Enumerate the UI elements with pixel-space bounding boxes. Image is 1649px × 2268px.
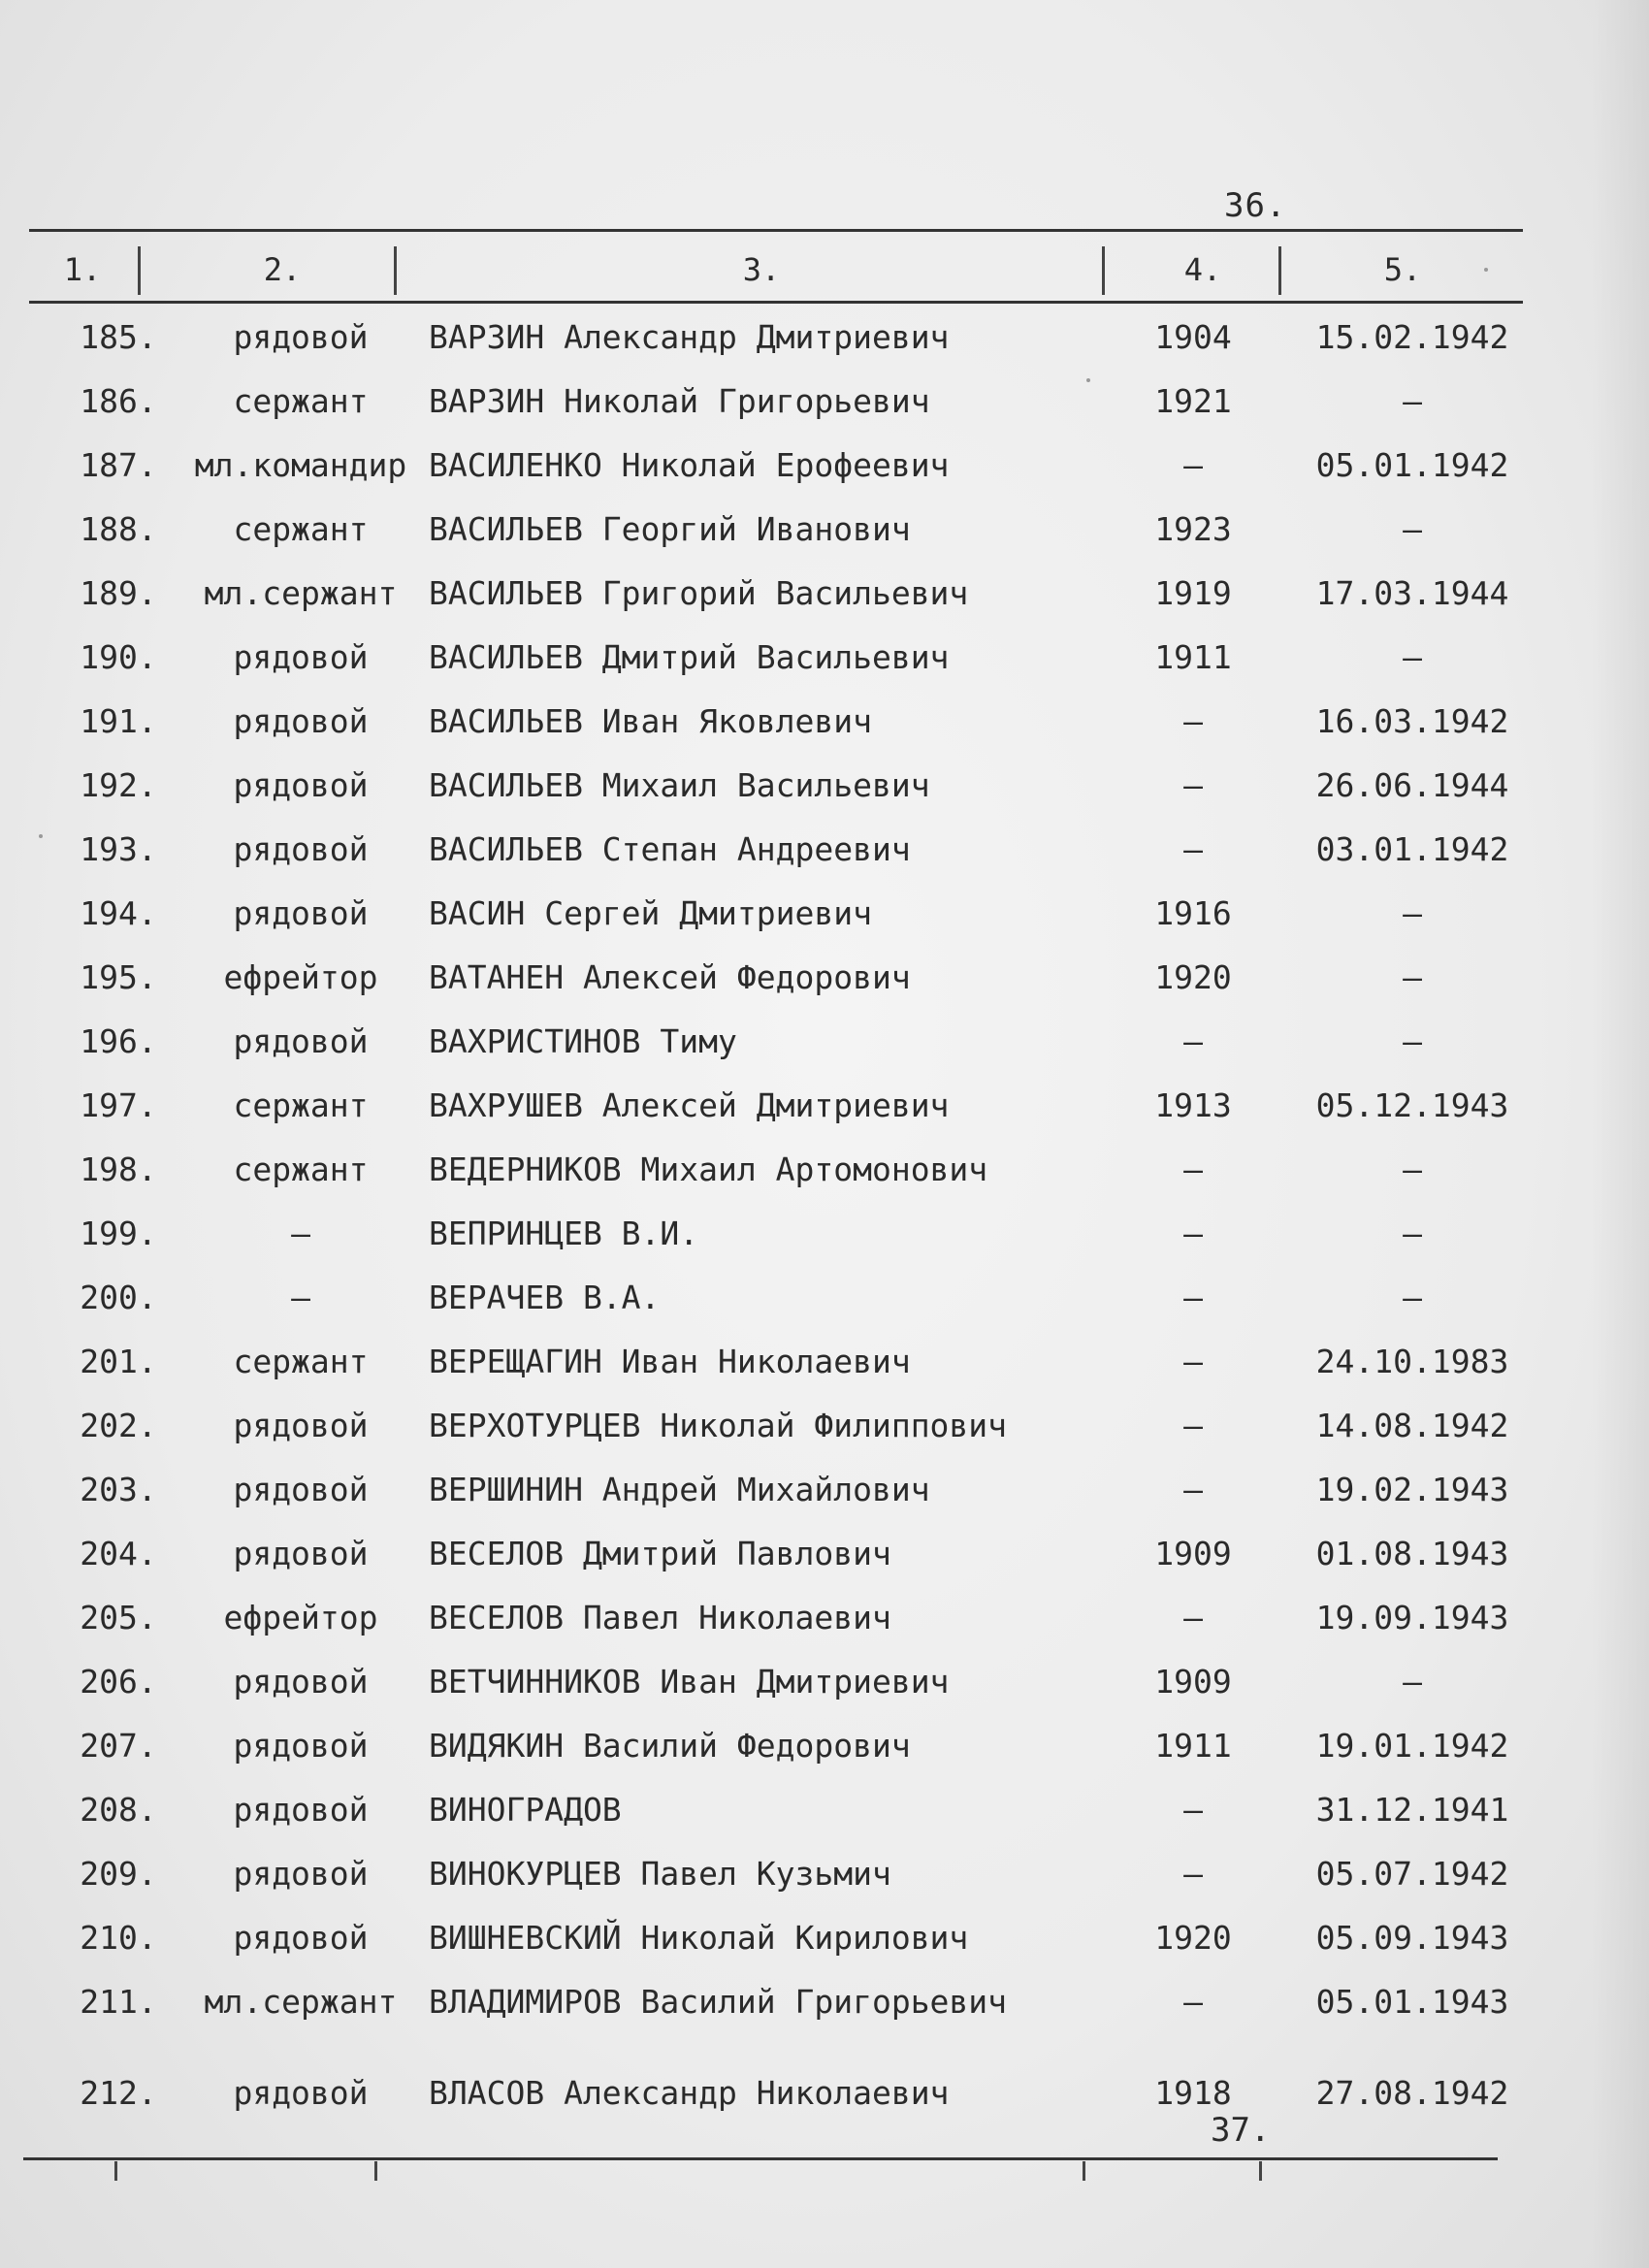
table-row <box>0 1013 1649 1071</box>
row-number: 192. <box>80 766 157 804</box>
row-date: 01.08.1943 <box>1315 1535 1509 1572</box>
row-number: 194. <box>80 894 157 932</box>
row-date: 15.02.1942 <box>1315 318 1509 356</box>
row-rank: рядовой <box>233 1791 369 1829</box>
row-name: ВИШНЕВСКИЙ Николай Кирилович <box>429 1919 969 1957</box>
row-rank: ефрейтор <box>223 1599 378 1636</box>
header-col-5: 5. <box>1383 251 1422 288</box>
header-bottom-rule <box>29 301 1523 304</box>
row-name: ВАСИЛЬЕВ Григорий Васильевич <box>429 574 969 612</box>
row-date: – <box>1403 510 1422 548</box>
table-row <box>0 501 1649 559</box>
row-rank: рядовой <box>233 894 369 932</box>
row-number: 189. <box>80 574 157 612</box>
header-col-1: 1. <box>63 251 102 288</box>
row-name: ВИДЯКИН Василий Федорович <box>429 1727 911 1765</box>
header-separator <box>1278 246 1281 295</box>
row-rank: мл.сержант <box>204 1983 398 2021</box>
table-row <box>0 1397 1649 1455</box>
row-date: 19.02.1943 <box>1315 1471 1509 1508</box>
row-date: 19.01.1942 <box>1315 1727 1509 1765</box>
row-birth-year: – <box>1183 702 1203 740</box>
row-rank: рядовой <box>233 318 369 356</box>
row-date: 26.06.1944 <box>1315 766 1509 804</box>
row-name: ВАСИЛЬЕВ Дмитрий Васильевич <box>429 638 950 676</box>
row-date: – <box>1403 638 1422 676</box>
row-number: 195. <box>80 958 157 996</box>
row-number: 185. <box>80 318 157 356</box>
row-rank: рядовой <box>233 1855 369 1893</box>
row-rank: рядовой <box>233 1471 369 1508</box>
row-name: ВЕСЕЛОВ Дмитрий Павлович <box>429 1535 891 1572</box>
table-row <box>0 629 1649 687</box>
table-top-rule <box>29 229 1523 232</box>
row-name: ВЕРШИНИН Андрей Михайлович <box>429 1471 930 1508</box>
table-header <box>29 241 1523 301</box>
row-name: ВИНОГРАДОВ <box>429 1791 622 1829</box>
table-row <box>0 1781 1649 1839</box>
row-birth-year: 1920 <box>1154 958 1232 996</box>
row-date: – <box>1403 1150 1422 1188</box>
row-rank: рядовой <box>233 1022 369 1060</box>
row-number: 210. <box>80 1919 157 1957</box>
row-name: ВЛАСОВ Александр Николаевич <box>429 2074 950 2112</box>
row-number: 187. <box>80 446 157 484</box>
row-rank: ефрейтор <box>223 958 378 996</box>
row-rank: рядовой <box>233 1663 369 1701</box>
row-date: 19.09.1943 <box>1315 1599 1509 1636</box>
scan-speck <box>39 834 43 838</box>
table-row <box>0 693 1649 751</box>
header-separator <box>1102 246 1105 295</box>
row-name: ВЕДЕРНИКОВ Михаил Артомонович <box>429 1150 988 1188</box>
row-name: ВЕРХОТУРЦЕВ Николай Филиппович <box>429 1407 1008 1444</box>
table-row <box>0 1333 1649 1391</box>
row-number: 205. <box>80 1599 157 1636</box>
table-row <box>0 2064 1649 2122</box>
row-birth-year: 1920 <box>1154 1919 1232 1957</box>
table-row <box>0 308 1649 367</box>
row-birth-year: 1904 <box>1154 318 1232 356</box>
row-name: ВЕРАЧЕВ В.А. <box>429 1279 661 1316</box>
row-rank: мл.командир <box>194 446 407 484</box>
row-name: ВЕСЕЛОВ Павел Николаевич <box>429 1599 891 1636</box>
header-col-2: 2. <box>263 251 302 288</box>
row-number: 211. <box>80 1983 157 2021</box>
row-birth-year: – <box>1183 1343 1203 1380</box>
row-rank: рядовой <box>233 1727 369 1765</box>
row-rank: рядовой <box>233 1407 369 1444</box>
row-birth-year: – <box>1183 446 1203 484</box>
bottom-page-number: 37. <box>1211 2111 1271 2150</box>
header-col-4: 4. <box>1183 251 1222 288</box>
row-date: 05.12.1943 <box>1315 1086 1509 1124</box>
table-row <box>0 757 1649 815</box>
row-number: 193. <box>80 830 157 868</box>
row-date: 24.10.1983 <box>1315 1343 1509 1380</box>
row-birth-year: 1921 <box>1154 382 1232 420</box>
scan-speck <box>1484 268 1488 272</box>
row-rank: – <box>291 1215 310 1252</box>
top-page-number: 36. <box>1224 186 1287 225</box>
row-birth-year: – <box>1183 1791 1203 1829</box>
row-rank: рядовой <box>233 1919 369 1957</box>
row-name: ВЕРЕЩАГИН Иван Николаевич <box>429 1343 911 1380</box>
table-row <box>0 1845 1649 1903</box>
table-row <box>0 949 1649 1007</box>
table-row <box>0 1461 1649 1519</box>
row-number: 204. <box>80 1535 157 1572</box>
row-number: 199. <box>80 1215 157 1252</box>
row-number: 202. <box>80 1407 157 1444</box>
row-date: – <box>1403 1663 1422 1701</box>
row-date: 05.07.1942 <box>1315 1855 1509 1893</box>
row-number: 198. <box>80 1150 157 1188</box>
row-birth-year: 1911 <box>1154 638 1232 676</box>
table-row <box>0 565 1649 623</box>
row-name: ВИНОКУРЦЕВ Павел Кузьмич <box>429 1855 891 1893</box>
row-birth-year: – <box>1183 1855 1203 1893</box>
column-tick <box>1083 2161 1085 2181</box>
row-number: 188. <box>80 510 157 548</box>
row-rank: рядовой <box>233 766 369 804</box>
row-number: 208. <box>80 1791 157 1829</box>
row-birth-year: – <box>1183 1983 1203 2021</box>
row-number: 190. <box>80 638 157 676</box>
row-name: ВАРЗИН Александр Дмитриевич <box>429 318 950 356</box>
row-name: ВАСИЛЕНКО Николай Ерофеевич <box>429 446 950 484</box>
row-name: ВЕПРИНЦЕВ В.И. <box>429 1215 699 1252</box>
row-number: 201. <box>80 1343 157 1380</box>
table-row <box>0 1141 1649 1199</box>
row-date: – <box>1403 1215 1422 1252</box>
row-number: 209. <box>80 1855 157 1893</box>
header-col-3: 3. <box>742 251 781 288</box>
table-row <box>0 821 1649 879</box>
row-rank: рядовой <box>233 638 369 676</box>
row-rank: мл.сержант <box>204 574 398 612</box>
table-row <box>0 885 1649 943</box>
row-number: 207. <box>80 1727 157 1765</box>
row-birth-year: 1911 <box>1154 1727 1232 1765</box>
row-name: ВАСИЛЬЕВ Георгий Иванович <box>429 510 911 548</box>
row-date: – <box>1403 382 1422 420</box>
row-date: 27.08.1942 <box>1315 2074 1509 2112</box>
row-birth-year: 1913 <box>1154 1086 1232 1124</box>
row-date: 14.08.1942 <box>1315 1407 1509 1444</box>
row-date: – <box>1403 1022 1422 1060</box>
row-number: 212. <box>80 2074 157 2112</box>
table-row <box>0 1717 1649 1775</box>
table-bottom-rule <box>23 2157 1498 2160</box>
row-birth-year: – <box>1183 1471 1203 1508</box>
scan-speck <box>1086 378 1090 382</box>
row-rank: рядовой <box>233 830 369 868</box>
row-number: 203. <box>80 1471 157 1508</box>
row-birth-year: 1919 <box>1154 574 1232 612</box>
row-rank: рядовой <box>233 702 369 740</box>
table-row <box>0 437 1649 495</box>
row-rank: сержант <box>233 1150 369 1188</box>
row-number: 186. <box>80 382 157 420</box>
table-row <box>0 373 1649 431</box>
row-rank: сержант <box>233 1086 369 1124</box>
table-row <box>0 1653 1649 1711</box>
row-rank: сержант <box>233 382 369 420</box>
row-date: 31.12.1941 <box>1315 1791 1509 1829</box>
row-name: ВАХРИСТИНОВ Тиму <box>429 1022 737 1060</box>
row-name: ВАСИН Сергей Дмитриевич <box>429 894 872 932</box>
row-birth-year: 1916 <box>1154 894 1232 932</box>
header-separator <box>138 246 141 295</box>
column-tick <box>1259 2161 1262 2181</box>
row-date: 17.03.1944 <box>1315 574 1509 612</box>
row-number: 191. <box>80 702 157 740</box>
row-rank: – <box>291 1279 310 1316</box>
row-date: – <box>1403 894 1422 932</box>
table-row <box>0 1909 1649 1967</box>
row-name: ВЕТЧИННИКОВ Иван Дмитриевич <box>429 1663 950 1701</box>
row-name: ВАХРУШЕВ Алексей Дмитриевич <box>429 1086 950 1124</box>
table-row <box>0 1973 1649 2031</box>
row-name: ВЛАДИМИРОВ Василий Григорьевич <box>429 1983 1008 2021</box>
table-row <box>0 1077 1649 1135</box>
row-birth-year: 1909 <box>1154 1535 1232 1572</box>
table-row <box>0 1525 1649 1583</box>
row-rank: рядовой <box>233 1535 369 1572</box>
row-name: ВАСИЛЬЕВ Степан Андреевич <box>429 830 911 868</box>
row-name: ВАТАНЕН Алексей Федорович <box>429 958 911 996</box>
table-row <box>0 1269 1649 1327</box>
column-tick <box>374 2161 377 2181</box>
row-rank: рядовой <box>233 2074 369 2112</box>
row-birth-year: – <box>1183 830 1203 868</box>
row-birth-year: 1909 <box>1154 1663 1232 1701</box>
table-row <box>0 1205 1649 1263</box>
row-name: ВАСИЛЬЕВ Иван Яковлевич <box>429 702 872 740</box>
row-birth-year: – <box>1183 1215 1203 1252</box>
row-birth-year: 1918 <box>1154 2074 1232 2112</box>
row-date: 05.09.1943 <box>1315 1919 1509 1957</box>
row-rank: сержант <box>233 510 369 548</box>
row-birth-year: – <box>1183 1279 1203 1316</box>
row-birth-year: – <box>1183 1407 1203 1444</box>
row-name: ВАСИЛЬЕВ Михаил Васильевич <box>429 766 930 804</box>
row-birth-year: 1923 <box>1154 510 1232 548</box>
header-separator <box>394 246 397 295</box>
row-birth-year: – <box>1183 1150 1203 1188</box>
row-name: ВАРЗИН Николай Григорьевич <box>429 382 930 420</box>
row-date: 05.01.1943 <box>1315 1983 1509 2021</box>
row-birth-year: – <box>1183 1599 1203 1636</box>
row-date: 03.01.1942 <box>1315 830 1509 868</box>
row-number: 206. <box>80 1663 157 1701</box>
row-number: 197. <box>80 1086 157 1124</box>
table-row <box>0 1589 1649 1647</box>
row-date: 16.03.1942 <box>1315 702 1509 740</box>
row-date: 05.01.1942 <box>1315 446 1509 484</box>
row-number: 196. <box>80 1022 157 1060</box>
row-date: – <box>1403 958 1422 996</box>
row-date: – <box>1403 1279 1422 1316</box>
row-birth-year: – <box>1183 766 1203 804</box>
column-tick <box>114 2161 117 2181</box>
row-rank: сержант <box>233 1343 369 1380</box>
row-birth-year: – <box>1183 1022 1203 1060</box>
row-number: 200. <box>80 1279 157 1316</box>
